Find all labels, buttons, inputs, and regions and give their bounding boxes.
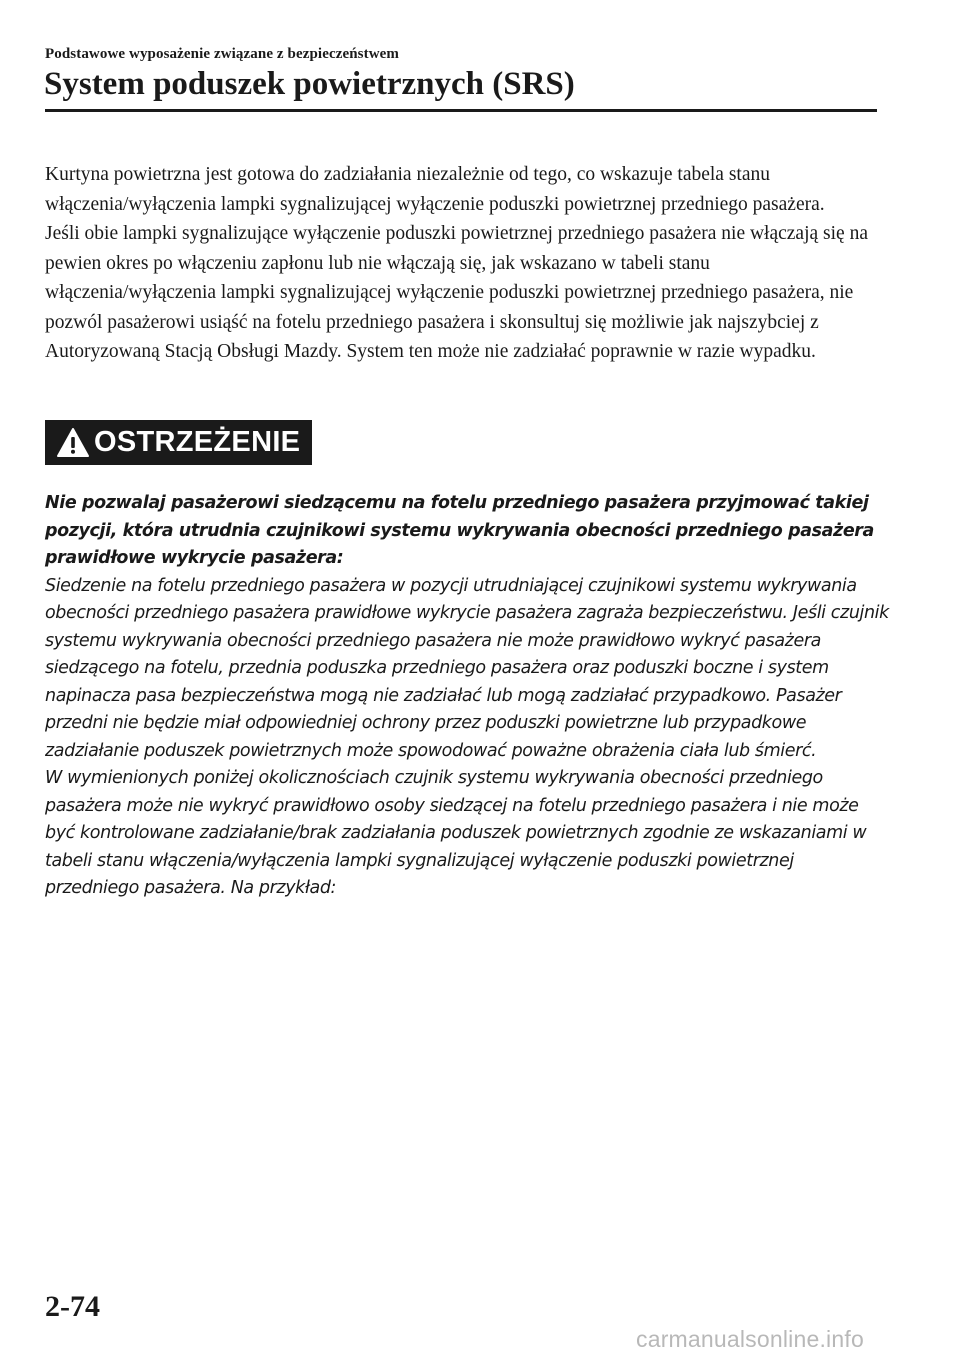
title-divider: [45, 109, 877, 112]
section-label: Podstawowe wyposażenie związane z bezpieczeństwem: [45, 46, 399, 62]
warning-triangle-icon: [56, 427, 90, 459]
body-paragraph: Jeśli obie lampki sygnalizujące wyłączenie poduszki powietrznej przedniego pasażera nie włączają się na pewien okres po włączeniu zapłonu lub nie włączają się, jak wskazano w tabeli stanu włączenia/wyłączenia lampki sygnalizującej wyłączenie poduszki powietrznej przedniego pasażera, nie pozwól pasażerowi usiąść na fotelu przedniego pasażera i skonsultuj się możliwie jak najszybciej z Autoryzowaną Stacją Obsługi Mazdy. System ten może nie zadziałać poprawnie w razie wypadku.: [45, 223, 868, 362]
page-title: System poduszek powietrznych (SRS): [44, 66, 575, 102]
watermark: carmanualsonline.info: [636, 1326, 864, 1352]
warning-heading: Nie pozwalaj pasażerowi siedzącemu na fotelu przedniego pasażera przyjmować takiej pozycji, która utrudnia czujnikowi systemu wykrywania obecności przedniego pasażera prawidłowe wykrycie pasażera:: [45, 493, 874, 568]
warning-paragraph: Siedzenie na fotelu przedniego pasażera w pozycji utrudniającej czujnikowi systemu wykrywania obecności przedniego pasażera prawidłowe wykrycie pasażera zagraża bezpieczeństwu. Jeśli czujnik systemu wykrywania obecności przedniego pasażera nie może prawidłowo wykryć pasażera siedzącego na fotelu, przednia poduszka przedniego pasażera oraz poduszki boczne i system napinacza pasa bezpieczeństwa mogą nie zadziałać lub mogą zadziałać przypadkowo. Pasażer przedni nie będzie miał odpowiedniej ochrony przez poduszki powietrzne lub przypadkowe zadziałanie poduszek powietrznych może spowodować poważne obrażenia ciała lub śmierć.: [45, 575, 889, 761]
page-number: 2-74: [45, 1290, 100, 1323]
warning-banner: [45, 420, 312, 465]
body-paragraph: Kurtyna powietrzna jest gotowa do zadziałania niezależnie od tego, co wskazuje tabela stanu włączenia/wyłączenia lampki sygnalizującej wyłączenie poduszki powietrznej przedniego pasażera.: [45, 164, 825, 215]
warning-paragraph: W wymienionych poniżej okolicznościach czujnik systemu wykrywania obecności przedniego pasażera może nie wykryć prawidłowo osoby siedzącej na fotelu przedniego pasażera i nie może być kontrolowane zadziałanie/brak zadziałania poduszek powietrznych zgodnie ze wskazaniami w tabeli stanu włączenia/wyłączenia lampki sygnalizującej wyłączenie poduszki powietrznej przedniego pasażera. Na przykład:: [45, 768, 867, 898]
warning-text: [45, 490, 890, 903]
body-text: [45, 160, 885, 367]
warning-label: OSTRZEŻENIE: [94, 426, 301, 458]
